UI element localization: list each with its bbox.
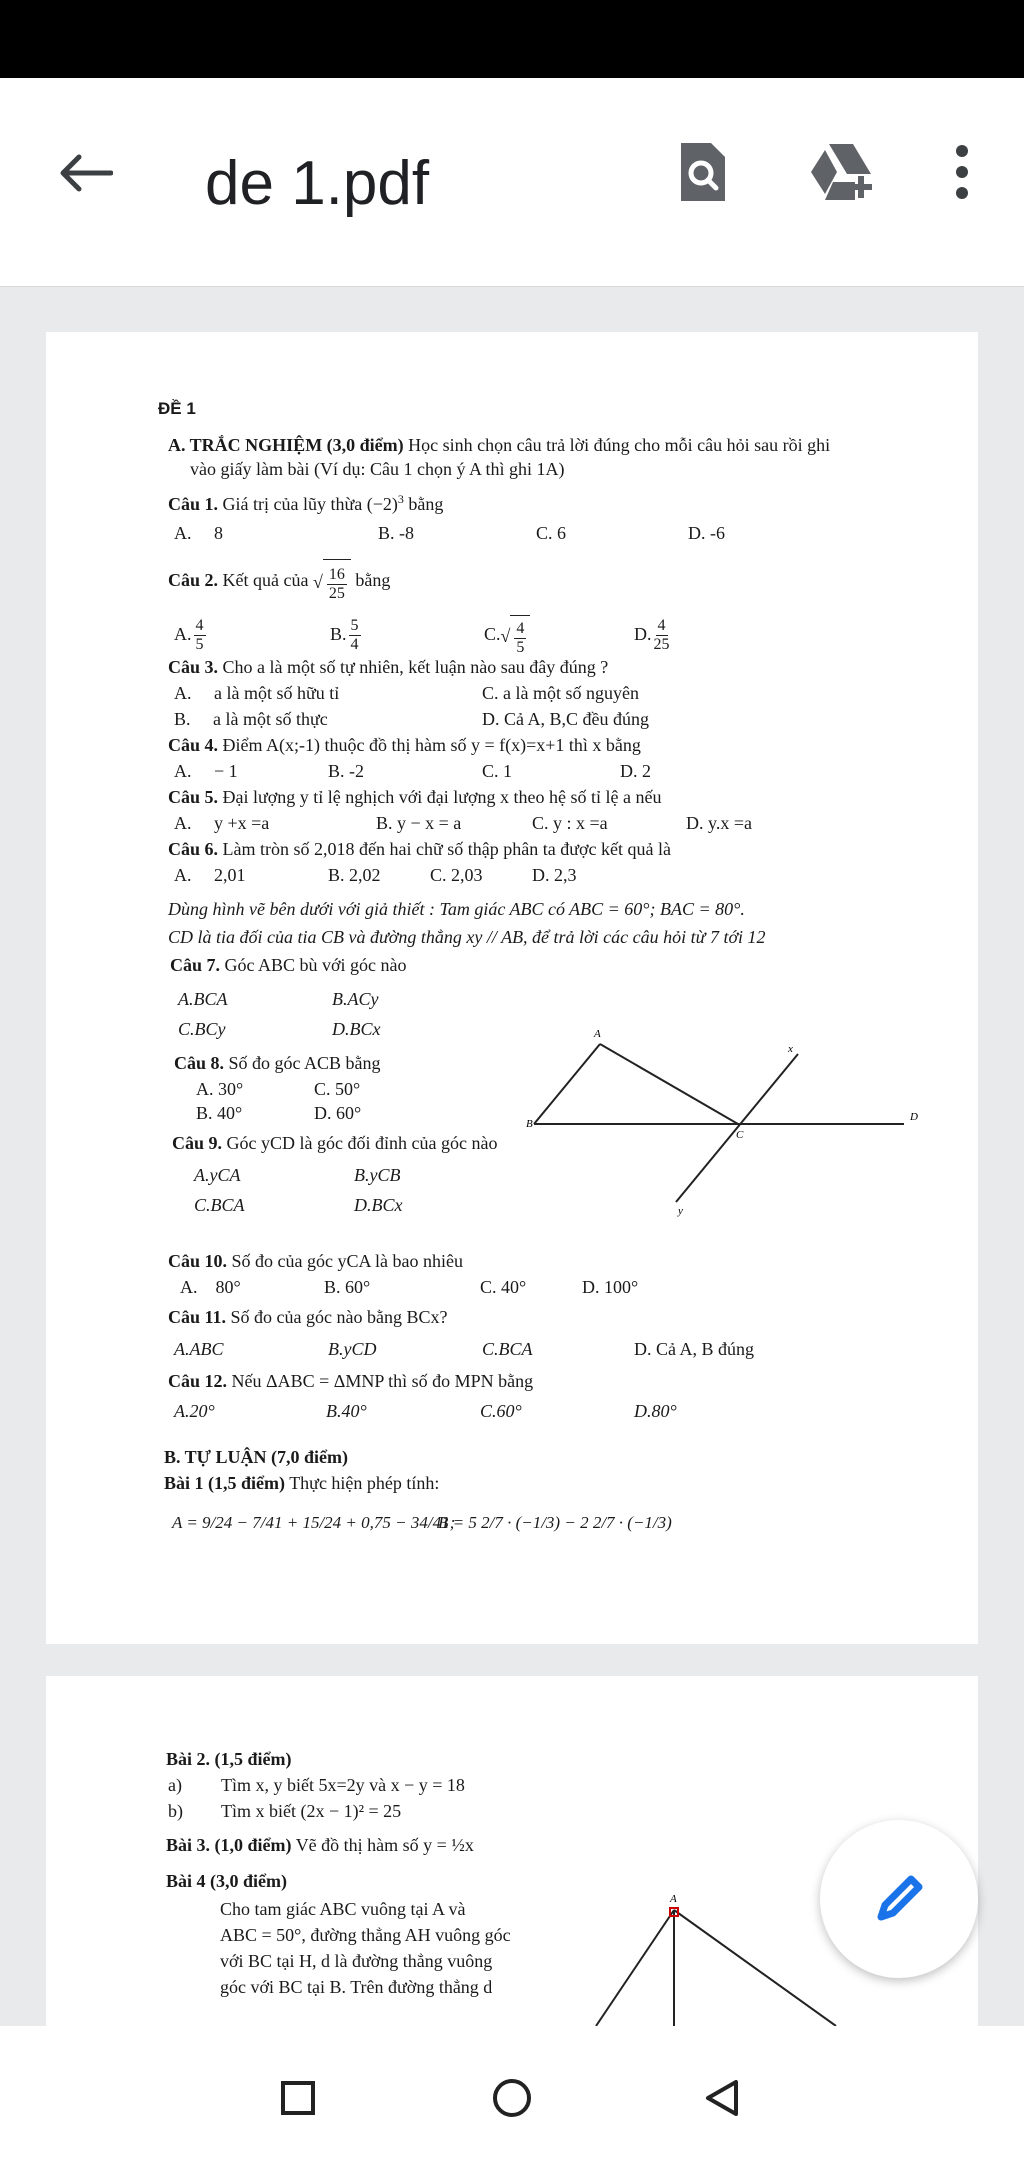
q2-label: Câu 2. (168, 570, 219, 590)
circle-icon (491, 2077, 533, 2119)
q2-d-num: 4 (657, 617, 666, 635)
q7-text: Góc ABC bù với góc nào (224, 955, 407, 975)
heading: ĐỀ 1 (158, 399, 196, 418)
q2-num: 16 (328, 565, 345, 583)
q7-d: D.BCx (332, 1019, 381, 1039)
q5-a-label: A. (174, 813, 192, 833)
q2-c: C.√ $\frac{4}{5}$ (484, 614, 530, 657)
q8-text: Số đo góc ACB bằng (228, 1053, 381, 1073)
q6-c: C. 2,03 (430, 865, 483, 885)
given-line-2: CD là tia đối của tia CB và đường thẳng xy // AB, để trả lời các câu hỏi từ 7 tới 12 (168, 927, 766, 947)
label-b: B (526, 1118, 533, 1130)
question-8 (174, 1052, 381, 1074)
q9-a: A.yCA (194, 1165, 241, 1185)
q10-a-value: 80° (215, 1277, 241, 1297)
q7-label: Câu 7. (170, 955, 221, 975)
bai-4-line-4: góc với BC tại B. Trên đường thẳng d (220, 1977, 493, 1997)
add-to-drive-button[interactable] (800, 130, 884, 214)
line-xy (676, 1054, 798, 1202)
segment-ab (534, 1044, 600, 1124)
question-11 (168, 1306, 448, 1328)
bai-2b-marker: b) (168, 1801, 183, 1821)
q1-d: D. -6 (688, 523, 725, 543)
q5-a-value: y +x =a (214, 813, 270, 833)
drive-add-icon (807, 142, 877, 202)
q7-c: C.BCy (178, 1019, 226, 1039)
q2-sqrt: √ $\frac{16}{25}$ (313, 559, 351, 604)
q7-a: A.BCA (178, 989, 228, 1009)
q6-a (174, 864, 246, 886)
question-3 (168, 656, 608, 678)
expression-a: A = 9/24 − 7/41 + 15/24 + 0,75 − 34/41; (172, 1513, 456, 1532)
bai-4-line-3: với BC tại H, d là đường thẳng vuông (220, 1951, 493, 1971)
q2-d (634, 614, 672, 654)
question-4 (168, 734, 641, 756)
q6-text: Làm tròn số 2,018 đến hai chữ số thập phân ta được kết quả là (222, 839, 671, 859)
q3-text: Cho a là một số tự nhiên, kết luận nào sau đây đúng ? (222, 657, 609, 677)
q1-b: B. -8 (378, 523, 414, 543)
q10-label: Câu 10. (168, 1251, 228, 1271)
section-b-title: B. TỰ LUẬN (7,0 điểm) (164, 1447, 348, 1467)
q9-label: Câu 9. (172, 1133, 223, 1153)
q12-a: A.20° (174, 1401, 215, 1421)
q11-b: B.yCD (328, 1339, 377, 1359)
question-9 (172, 1132, 497, 1154)
q12-label: Câu 12. (168, 1371, 228, 1391)
square-icon (280, 2080, 316, 2116)
question-10 (168, 1250, 463, 1272)
search-document-icon (677, 141, 727, 203)
q5-c: C. y : x =a (532, 813, 608, 833)
question-7 (170, 954, 407, 976)
label-x: x (788, 1043, 793, 1055)
search-document-button[interactable] (660, 130, 744, 214)
triangle-back-icon (704, 2078, 740, 2118)
section-a-title: A. TRẮC NGHIỆM (3,0 điểm) (168, 435, 404, 455)
pencil-icon (869, 1869, 929, 1929)
bai-4-line-2: ABC = 50°, đường thẳng AH vuông góc (220, 1925, 511, 1945)
q12-text: Nếu ΔABC = ΔMNP thì số đo MPN bằng (231, 1371, 534, 1391)
q10-b: B. 60° (324, 1277, 371, 1297)
q2-b (330, 614, 363, 654)
bai-2-label: Bài 2. (1,5 điểm) (166, 1749, 292, 1769)
q9-c: C.BCA (194, 1195, 245, 1215)
q11-label: Câu 11. (168, 1307, 227, 1327)
q1-exp: 3 (397, 492, 404, 506)
q8-d: D. 60° (314, 1103, 362, 1123)
q4-label: Câu 4. (168, 735, 219, 755)
more-vert-icon (952, 144, 972, 200)
label-c: C (736, 1129, 744, 1141)
edit-fab-button[interactable] (820, 1820, 978, 1978)
section-a (168, 434, 830, 456)
q4-a-label: A. (174, 761, 192, 781)
segment-ac (600, 1044, 738, 1124)
system-nav-bar (0, 2026, 1024, 2162)
app-bar (0, 78, 1024, 287)
q3-d: D. Cả A, B,C đều đúng (482, 709, 650, 729)
q2-a-label: A. (174, 624, 192, 644)
fig-label-a: A (670, 1893, 677, 1905)
question-6 (168, 838, 671, 860)
q8-a: A. 30° (196, 1079, 244, 1099)
q9-b: B.yCB (354, 1165, 401, 1185)
q1-expr: (−2) (366, 494, 398, 514)
bai3-text: Vẽ đồ thị hàm số y = ½x (295, 1835, 474, 1855)
bai-3 (166, 1834, 474, 1856)
q3-b-value: a là một số thực (213, 709, 328, 729)
question-2 (168, 558, 390, 604)
question-5 (168, 786, 662, 808)
q10-a (180, 1276, 241, 1298)
q12-c: C.60° (480, 1401, 522, 1421)
q6-label: Câu 6. (168, 839, 219, 859)
bai-4-label: Bài 4 (3,0 điểm) (166, 1871, 287, 1891)
label-y: y (678, 1205, 683, 1217)
triangle-figure (526, 962, 946, 1222)
section-a-desc: Học sinh chọn câu trả lời đúng cho mỗi câu hỏi sau rồi ghi (408, 435, 831, 455)
bai-2a-text: Tìm x, y biết 5x=2y và x − y = 18 (221, 1775, 465, 1795)
q2-b-num: 5 (350, 617, 359, 635)
q10-text: Số đo của góc yCA là bao nhiêu (231, 1251, 463, 1271)
given-line-1: Dùng hình vẽ bên dưới với giả thiết : Tam giác ABC có ABC = 60°; BAC = 80°. (168, 899, 745, 919)
q4-d: D. 2 (620, 761, 651, 781)
fig-segment-ac (674, 1910, 836, 2026)
q1-a-label: A. (174, 523, 192, 543)
q3-a-label: A. (174, 683, 192, 703)
q5-a (174, 812, 269, 834)
q10-a-label: A. (180, 1277, 198, 1297)
q2-c-den: 5 (516, 638, 525, 656)
q4-text: Điểm A(x;-1) thuộc đồ thị hàm số y = f(x)=x+1 thì x bằng (222, 735, 641, 755)
pdf-page-1 (46, 332, 978, 1644)
q1-label: Câu 1. (168, 494, 219, 514)
expression-b: B = 5 2/7 · (−1/3) − 2 2/7 · (−1/3) (438, 1513, 672, 1532)
q6-b: B. 2,02 (328, 865, 381, 885)
q6-a-label: A. (174, 865, 192, 885)
q2-tail: bằng (355, 570, 391, 590)
q11-d: D. Cả A, B đúng (634, 1339, 755, 1359)
question-1 (168, 488, 443, 515)
q2-d-den: 25 (653, 636, 670, 654)
q6-a-value: 2,01 (214, 865, 246, 885)
q2-a (174, 614, 208, 654)
q11-c: C.BCA (482, 1339, 533, 1359)
recents-button[interactable] (268, 2068, 328, 2128)
q12-d: D.80° (634, 1401, 677, 1421)
status-bar (0, 0, 1024, 78)
q5-d: D. y.x =a (686, 813, 752, 833)
q6-d: D. 2,3 (532, 865, 577, 885)
q9-text: Góc yCD là góc đối đỉnh của góc nào (226, 1133, 498, 1153)
back-nav-button[interactable] (692, 2068, 752, 2128)
q9-d: D.BCx (354, 1195, 403, 1215)
q2-a-num: 4 (195, 617, 204, 635)
q7-b: B.ACy (332, 989, 379, 1009)
section-a-desc-2: vào giấy làm bài (Ví dụ: Câu 1 chọn ý A thì ghi 1A) (190, 459, 565, 479)
q2-d-label: D. (634, 624, 652, 644)
q4-c: C. 1 (482, 761, 513, 781)
bai1-label: Bài 1 (1,5 điểm) (164, 1473, 285, 1493)
fig-segment-ab (596, 1910, 674, 2026)
q10-d: D. 100° (582, 1277, 639, 1297)
q2-c-num: 4 (516, 619, 525, 637)
q1-a-value: 8 (214, 523, 223, 543)
q5-text: Đại lượng y tỉ lệ nghịch với đại lượng x theo hệ số tỉ lệ a nếu (222, 787, 662, 807)
question-12 (168, 1370, 533, 1392)
bai-2a-marker: a) (168, 1775, 182, 1795)
q11-text: Số đo của góc nào bằng BCx? (230, 1307, 448, 1327)
q2-b-den: 4 (350, 636, 359, 654)
arrow-left-icon (57, 153, 113, 193)
q1-c: C. 6 (536, 523, 567, 543)
label-d: D (910, 1111, 918, 1123)
q4-a (174, 760, 238, 782)
document-title: de 1.pdf (205, 149, 430, 218)
bai3-label: Bài 3. (1,0 điểm) (166, 1835, 292, 1855)
q8-c: C. 50° (314, 1079, 361, 1099)
label-a: A (594, 1028, 601, 1040)
q3-c: C. a là một số nguyên (482, 683, 639, 703)
q4-a-value: − 1 (214, 761, 238, 781)
q2-b-label: B. (330, 624, 347, 644)
q1-a (174, 522, 223, 544)
back-button[interactable] (50, 138, 120, 208)
q4-b: B. -2 (328, 761, 364, 781)
q2-c-label: C. (484, 624, 501, 644)
q3-b (174, 708, 328, 730)
q12-b: B.40° (326, 1401, 367, 1421)
q2-text: Kết quả của (222, 570, 309, 590)
q1-tail: bằng (408, 494, 444, 514)
q2-a-den: 5 (195, 636, 204, 654)
q10-c: C. 40° (480, 1277, 527, 1297)
home-button[interactable] (482, 2068, 542, 2128)
bai-4-line-1: Cho tam giác ABC vuông tại A và (220, 1899, 466, 1919)
q11-a: A.ABC (174, 1339, 224, 1359)
q2-den: 25 (328, 584, 345, 602)
more-options-button[interactable] (920, 130, 1004, 214)
q1-text: Giá trị của lũy thừa (222, 494, 363, 514)
q3-a (174, 682, 339, 704)
bai1-text: Thực hiện phép tính: (289, 1473, 440, 1493)
bai-1 (164, 1472, 439, 1494)
q5-label: Câu 5. (168, 787, 219, 807)
q3-label: Câu 3. (168, 657, 219, 677)
q8-label: Câu 8. (174, 1053, 225, 1073)
q8-b: B. 40° (196, 1103, 243, 1123)
q5-b: B. y − x = a (376, 813, 462, 833)
q3-b-label: B. (174, 709, 191, 729)
bai-2b-text: Tìm x biết (2x − 1)² = 25 (221, 1801, 402, 1821)
q3-a-value: a là một số hữu tỉ (214, 683, 340, 703)
